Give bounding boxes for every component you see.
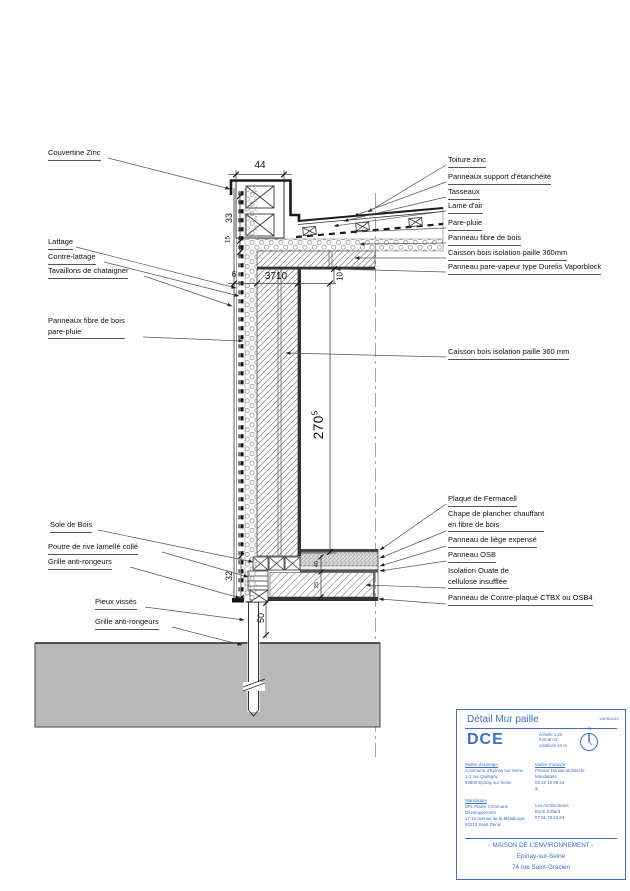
dim-6: 6 [231,270,237,279]
label-lattage: Lattage [48,237,73,250]
dim-3710: 3710 [264,271,288,282]
label-lame-d-air: Lame d'air [448,201,483,214]
label-toiture-zinc: Toiture zinc [448,155,486,168]
label-pare-pluie: Pare-pluie [448,218,482,231]
sheet-date: 13/09/2022 [598,716,619,721]
sheet-meta: échelle 1:20 format A3 cotations en m [539,732,567,748]
dim-10: 10 [335,272,345,281]
straw-wall [257,269,301,556]
divider [465,838,617,839]
label-panneau-fibre-de-bois: Panneau fibre de bois [448,233,521,246]
dim-15: 15 [224,235,232,244]
label-grille-anti-rongeurs-2: Grille anti-rongeurs [95,617,159,630]
title-block [456,709,626,880]
label-poutre-de-rive: Poutre de rive lamellé collé [48,542,138,555]
owner-block: Maître d'ouvrage Commune d'Epinay sur Seine 1-3 rue Quétigny 93800 Epinay sur Seine [465,762,523,785]
project-city: Epinay-sur-Seine [516,853,566,860]
co-architect-block: Les Architecteurs Boris Julliard 07 81 78 63 84 [535,803,569,820]
label-liege: Panneau de liège expensé [448,535,537,548]
divider [465,728,617,729]
cladding-strip [232,188,257,603]
dim-floor-a: 40 [314,560,320,568]
label-contreplaque: Panneau de Contre-plaqué CTBX ou OSB4 [448,593,593,606]
label-panneaux-fibre-pare-pluie: Panneaux fibre de bois pare-pluie [48,316,125,339]
dim-floor-b: 25 [314,581,320,589]
dim-50: 50 [256,613,266,624]
floor-assembly [248,549,378,602]
label-osb: Panneau OSB [448,550,496,563]
north-label: N [588,726,592,731]
label-pare-vapeur: Panneau pare-vapeur type Durelis Vaporblock [448,262,601,275]
dim-33: 33 [224,213,234,224]
dim-2705: $270^5$ [310,410,326,440]
label-caisson-paille-wall: Caisson bois isolation paille 360 mm [448,347,569,360]
project-address: 74 rue Saint-Gracien [511,864,571,871]
label-caisson-paille-roof: Caisson bois isolation paille 360mm [448,248,567,261]
mandataire-block: Mandataire SPL Plaine Commune Développement 17 19 avenue de la Métallurgie 93210 Saint Denis [465,798,526,827]
dim-44: 44 [254,160,266,171]
label-pieux-visses: Pieux vissés [95,597,137,610]
label-ouate: Isolation Ouate de cellulose insufflée [448,566,509,589]
sheet-title: Détail Mur paille [467,714,539,725]
roof-assembly [257,207,443,270]
label-chape: Chape de plancher chauffant en fibre de bois [448,509,544,532]
label-grille-anti-rongeurs-1: Grille anti-rongeurs [48,557,112,570]
ground [35,643,380,727]
dim-32: 32 [224,571,234,582]
label-sole-de-bois: Sole de Bois [50,520,92,533]
phase-label: DCE [467,731,504,748]
label-support-etancheite: Panneaux support d'étanchéité [448,172,551,185]
label-contre-lattage: Contre-lattage [48,252,96,265]
label-tavaillons: Tavaillons de chataigner [48,266,128,279]
architect-block: Maître d'oeuvre Presick Donias architecte Mandataire 06 22 15 09 43 & [535,762,585,791]
label-tasseaux: Tasseaux [448,187,480,200]
label-couvertine-zinc: Couvertine Zinc [48,148,101,161]
north-compass-icon [579,732,599,752]
project-name: - MAISON DE L'ENVIRONNEMENT - [488,842,594,849]
label-fermacell: Plaque de Fermacell [448,494,517,507]
